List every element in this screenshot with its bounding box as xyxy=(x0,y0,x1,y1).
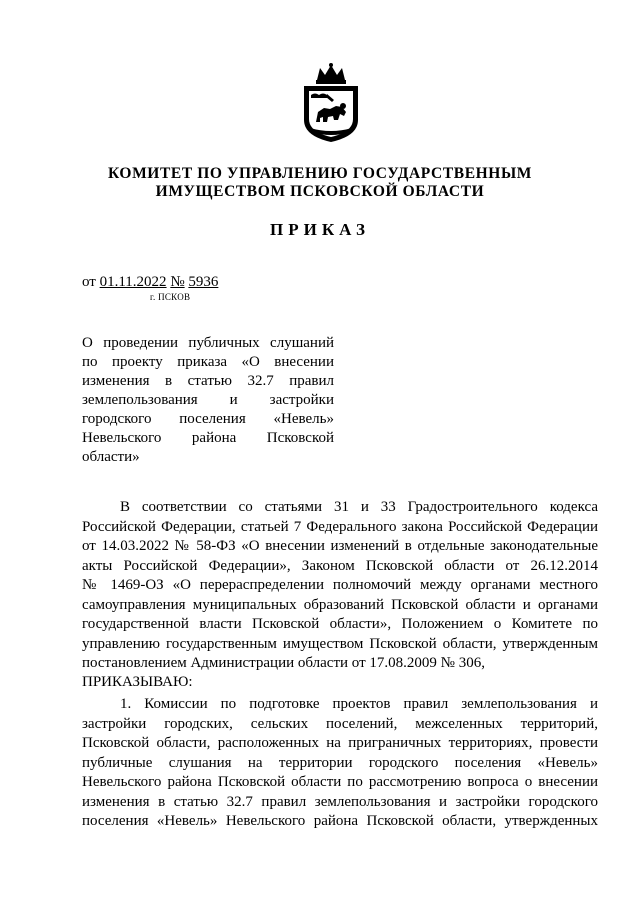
subject-line: О проведении публичных слушаний xyxy=(82,335,334,351)
item-1-line: застройки городских, сельских поселений, межселенных территорий, xyxy=(82,715,598,732)
document-title: ПРИКАЗ xyxy=(270,220,370,239)
item-1-line: Псковской области, расположенных на приграничных территориях, провести xyxy=(82,735,598,751)
item-1-line: изменения в статью 32.7 правил землепользования и застройки городского xyxy=(82,793,598,810)
pskov-oblast-coat-of-arms-icon xyxy=(300,62,362,144)
document-number: 5936 xyxy=(188,274,219,290)
preamble-line: Российской Федерации, статьей 7 Федерального закона Российской Федерации xyxy=(82,518,598,535)
preamble-line: акты Российской Федерации», Законом Псковской области от 26.12.2014 xyxy=(82,557,598,574)
subject-line: городского поселения «Невель» xyxy=(82,411,334,427)
subject-line: изменения в статью 32.7 правил xyxy=(82,373,334,389)
preamble-line: В соответствии со статьями 31 и 33 Градостроительного кодекса xyxy=(120,499,598,515)
organization-name-line-1: КОМИТЕТ ПО УПРАВЛЕНИЮ ГОСУДАРСТВЕННЫМ xyxy=(107,165,533,182)
organization-name-line-2: ИМУЩЕСТВОМ ПСКОВСКОЙ ОБЛАСТИ xyxy=(155,183,485,200)
document-city: г. ПСКОВ xyxy=(150,292,191,302)
document-date-number xyxy=(82,274,218,291)
order-word: ПРИКАЗЫВАЮ: xyxy=(82,674,193,690)
document-date: 01.11.2022 xyxy=(99,274,167,290)
item-1-line: поселения «Невель» Невельского района Псковской области, утвержденных xyxy=(82,813,598,829)
subject-line: землепользования и застройки xyxy=(82,392,334,408)
preamble-line: № 1469-ОЗ «О перераспределении полномочий между органами местного xyxy=(82,577,598,593)
preamble-paragraph xyxy=(82,498,598,674)
subject-line: Невельского района Псковской xyxy=(82,430,334,446)
preamble-line: управлению государственным имуществом Псковской области, утвержденным xyxy=(82,635,598,652)
preamble-line: самоуправления муниципальных образований Псковской области и органами xyxy=(82,596,598,613)
date-prefix: от xyxy=(82,274,96,290)
item-1-line: Невельского района Псковской области по рассмотрению вопроса о внесении xyxy=(82,774,598,790)
preamble-line: государственной власти Псковской области», Положением о Комитете по xyxy=(82,616,598,632)
item-1-line: публичные слушания на территории городского поселения «Невель» xyxy=(82,754,598,771)
item-1-line: 1. Комиссии по подготовке проектов правил землепользования и xyxy=(120,696,598,712)
item-1-paragraph xyxy=(82,695,598,832)
number-sign: № xyxy=(170,274,185,290)
subject-line: области» xyxy=(82,449,140,465)
preamble-line: от 14.03.2022 № 58-ФЗ «О внесении изменений в отдельные законодательные xyxy=(82,538,598,554)
preamble-line: постановлением Администрации области от 17.08.2009 № 306, xyxy=(82,655,485,671)
subject-line: по проекту приказа «О внесении xyxy=(82,354,334,370)
document-subject xyxy=(82,334,334,467)
